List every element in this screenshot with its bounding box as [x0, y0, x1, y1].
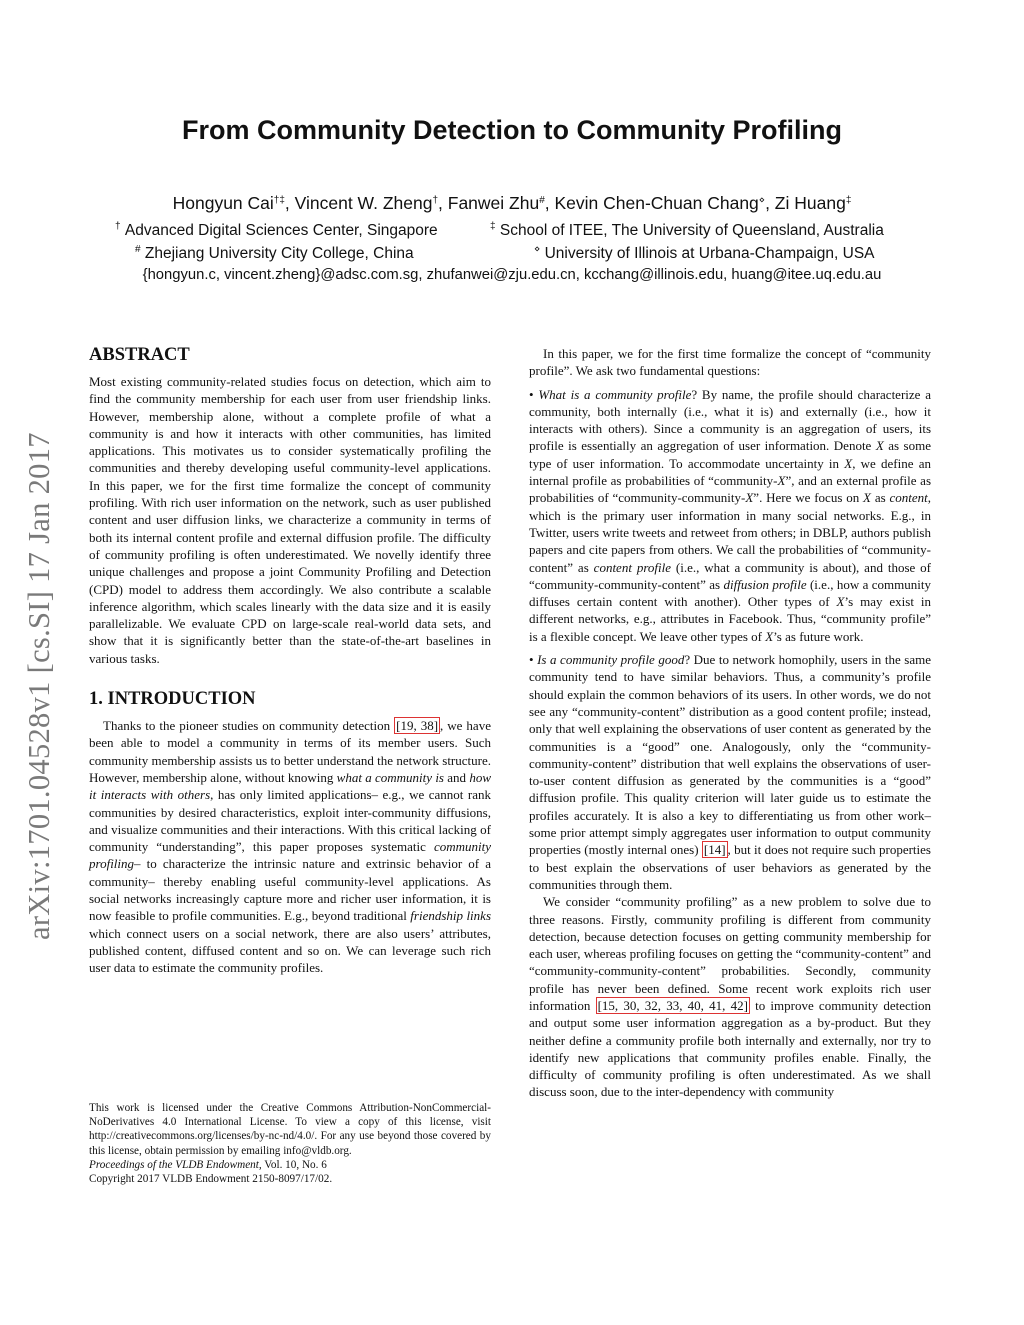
author-mark: ⋄ — [758, 195, 766, 206]
author-name: Hongyun Cai — [172, 193, 274, 213]
affiliation-mark: ⋄ — [534, 244, 541, 255]
author-emails: {hongyun.c, vincent.zheng}@adsc.com.sg, zhufanwei@zju.edu.cn, kcchang@illinois.edu, huang@itee.uq.edu.au — [142, 267, 882, 283]
affiliation-text: Zhejiang University City College, China — [144, 245, 414, 262]
affiliation — [135, 244, 414, 263]
paper-title: From Community Detection to Community Profiling — [182, 115, 842, 145]
affiliation-text: University of Illinois at Urbana-Champaign, USA — [544, 245, 875, 262]
author-mark: # — [539, 195, 545, 206]
author-name: Zi Huang — [774, 193, 846, 213]
proceedings-line: Proceedings of the VLDB Endowment, Vol. 10, No. 6 — [89, 1158, 327, 1171]
intro-paragraph: In this paper, we for the first time formalize the concept of “community profile”. We ask two fundamental questions: — [529, 346, 931, 379]
author-mark: ‡ — [845, 195, 852, 206]
introduction-paragraph: Thanks to the pioneer studies on community detection [19, 38] , we have been able to model a community in terms of its member users. Such community membership assists us to better understand the network structure. However, membership alone, without knowing what a community is and how it interacts with others, has only limited applications– e.g., we cannot rank communities by desired characteristics, exploit inter-community diffusions, and visualize communities and their interactions. With this critical lacking of community “understanding”, this paper proposes systematic community profiling– to characterize the intrinsic nature and extrinsic behavior of a community– thereby enabling useful community-level applications. As social networks increasingly capture more and richer user information, it is now feasible to profile communities. E.g., beyond traditional friendship links which connect users on a social network, there are also users’ attributes, published content, diffused content and so on. We can leverage such rich user data to estimate the community profiles. — [89, 718, 492, 976]
citation-link[interactable]: [14] — [703, 842, 726, 858]
author-name: Vincent W. Zheng — [294, 193, 433, 213]
affiliation — [534, 244, 875, 263]
author-list: Hongyun Cai†‡, Vincent W. Zheng†, Fanwei Zhu#, Kevin Chen-Chuan Chang⋄, Zi Huang‡ — [172, 193, 852, 213]
left-column — [89, 345, 491, 977]
citation-link[interactable]: [19, 38] — [396, 718, 439, 734]
reasons-paragraph: We consider “community profiling” as a new problem to solve due to three reasons. Firstly, community profiling is different from community detection, because detection focuses on getting community membership for each user, whereas profiling focuses on getting the “community-content” and “community-community-content” probabilities. Secondly, community profile has never been defined. Some recent work exploits rich user information [15, 30, 32, 33, 40, 41, 42] to improve community detection and output some user information aggregation as a by-product. But they neither define a community profile both internally and externally, nor try to identify new applications that community profiles enable. Finally, the difficulty of community profiling is often underestimated. As we shall discuss soon, due to the inter-dependency with community — [529, 894, 931, 1100]
citation-link[interactable]: [15, 30, 32, 33, 40, 41, 42] — [597, 997, 748, 1013]
affiliation-mark: ‡ — [490, 221, 496, 232]
question-is-profile-good: • Is a community profile good? Due to network homophily, users in the same community tend to have similar behaviors. Thus, a community’s profile should explain the common behaviors of its users. In other words, we do not see any “community-content” distribution as a good content profile; instead, only that well explaining the observations of user content as generated by the communities is a “good” one. Analogously, only the “community-community-content” distribution that well explains the observations of user-to-user content diffusion as generated by the communities is a “good” diffusion profile. This quality criterion will later guide us to estimate the profiles accurately. It is also a key to differentiating us from other work– some prior attempt simply aggregates user information to output community properties (mostly internal ones) [14] , but it does not require such properties to best explain the observations of user behaviors as generated by the communities through them. — [529, 652, 931, 892]
affiliation-mark: # — [135, 244, 141, 255]
right-column — [529, 345, 931, 1101]
author-name: Fanwei Zhu — [447, 193, 540, 213]
abstract-heading: ABSTRACT — [89, 345, 190, 365]
affiliation-text: School of ITEE, The University of Queensland, Australia — [499, 222, 884, 239]
author-name: Kevin Chen-Chuan Chang — [554, 193, 759, 213]
author-mark: †‡ — [273, 195, 285, 206]
introduction-heading: 1. INTRODUCTION — [89, 689, 256, 710]
affiliation-mark: † — [115, 221, 121, 232]
affiliation — [490, 221, 884, 240]
affiliation — [115, 221, 438, 240]
question-what-is-profile: • What is a community profile? By name, the profile should characterize a community, both internally (i.e., what it is) and externally (i.e., how it interacts with others). Since a community is an aggregation of users, its profile is essentially an aggregation of user information. Denote X as some type of user information. To accommodate uncertainty in X, we define an internal profile as probabilities of “community-X”, and an external profile as probabilities of “community-community-X”. Here we focus on X as content, which is the primary user information in many social networks. E.g., in Twitter, users write tweets and retweet from others; in DBLP, authors publish papers and cite papers from others. We call the probabilities of “community-content” as content profile (i.e., what a community is about), and those of “community-community-content” as diffusion profile (i.e., how a community diffuses certain content with another). Other types of X’s may exist in different networks, e.g., attributes in Facebook. Thus, “community profile” is a flexible concept. We leave other types of X’s as future work. — [529, 386, 932, 644]
affiliation-text: Advanced Digital Sciences Center, Singapore — [124, 222, 438, 239]
abstract-text: Most existing community-related studies focus on detection, which aim to find the community membership for each user from user friendship links. However, membership alone, without a complete profile of what a community is and how it interacts with other communities, has limited applications. This motivates us to consider systematically profiling the communities and thereby developing useful community-level applications. In this paper, we for the first time formalize the concept of community profiling. With rich user information on the network, such as user published content and user diffusion links, we characterize a community in terms of both its internal content profile and external diffusion profile. The difficulty of community profiling is often underestimated. We novelly identify three unique challenges and propose a joint Community Profiling and Detection (CPD) model to address them accordingly. We also contribute a scalable inference algorithm, which scales linearly with the data size and it is easily parallelizable. We evaluate CPD on large-scale real-world data sets, and show that it is significantly better than the state-of-the-art baselines in various tasks. — [89, 374, 491, 666]
author-mark: † — [432, 195, 439, 206]
license-note: This work is licensed under the Creative Commons Attribution-NonCommercial-NoDerivatives 4.0 International License. To view a copy of this license, visit http://creativecommons.org/licenses/by-nc-nd/4.0/. For any use beyond those covered by this license, obtain permission by emailing info@vldb.org. — [89, 1102, 491, 1157]
arxiv-side-identifier: arXiv:1701.04528v1 [cs.SI] 17 Jan 2017 — [22, 432, 56, 940]
footnote-block — [89, 1101, 491, 1186]
copyright-line: Copyright 2017 VLDB Endowment 2150-8097/17/02. — [89, 1173, 333, 1186]
